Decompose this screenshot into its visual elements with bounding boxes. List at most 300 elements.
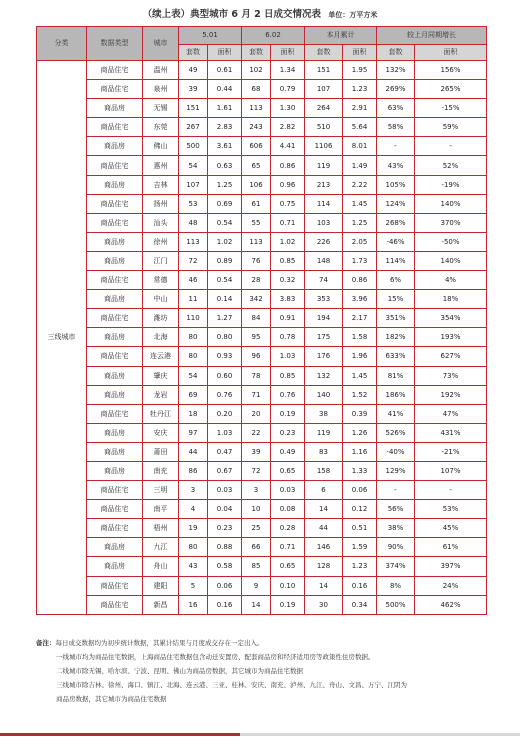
sets-501-cell: 54 <box>179 366 208 385</box>
header-cumulative: 本月累计 <box>305 27 377 45</box>
type-cell: 商品住宅 <box>87 404 143 423</box>
city-cell: 北海 <box>143 328 179 347</box>
sets-602-cell: 96 <box>242 347 271 366</box>
area-month-cell: 1.58 <box>343 328 377 347</box>
area-501-cell: 0.04 <box>208 500 242 519</box>
area-602-cell: 3.83 <box>271 290 305 309</box>
area-602-cell: 0.96 <box>271 175 305 194</box>
area-501-cell: 0.47 <box>208 442 242 461</box>
table-row <box>37 118 487 137</box>
table-body <box>37 61 487 615</box>
notes-line-3: 二线城市除无锡、哈尔滨、宁波、昆明、佛山为商品房数据，其它城市为商品住宅数据 <box>56 667 303 675</box>
area-month-cell: 1.59 <box>343 538 377 557</box>
area-month-cell: 2.22 <box>343 175 377 194</box>
area-month-cell: 1.96 <box>343 347 377 366</box>
growth-area-cell: 265% <box>415 80 487 99</box>
sets-602-cell: 10 <box>242 500 271 519</box>
area-501-cell: 0.93 <box>208 347 242 366</box>
unit-label: 单位：万平方米 <box>328 11 378 19</box>
city-cell: 九江 <box>143 538 179 557</box>
growth-sets-cell: 8% <box>377 576 415 595</box>
table-row <box>37 595 487 614</box>
sets-602-cell: 28 <box>242 271 271 290</box>
city-cell: 梧州 <box>143 519 179 538</box>
sets-602-cell: 65 <box>242 156 271 175</box>
growth-sets-cell: 6% <box>377 271 415 290</box>
sets-month-cell: 14 <box>305 576 343 595</box>
growth-area-cell: 140% <box>415 194 487 213</box>
type-cell: 商品房 <box>87 461 143 480</box>
table-row <box>37 404 487 423</box>
growth-area-cell: 354% <box>415 309 487 328</box>
sets-501-cell: 97 <box>179 423 208 442</box>
sets-month-cell: 213 <box>305 175 343 194</box>
table-row <box>37 500 487 519</box>
sets-month-cell: 194 <box>305 309 343 328</box>
area-602-cell: 0.71 <box>271 538 305 557</box>
sets-501-cell: 5 <box>179 576 208 595</box>
area-602-cell: 0.23 <box>271 423 305 442</box>
sets-501-cell: 80 <box>179 328 208 347</box>
subheader-sets: 套数 <box>305 45 343 61</box>
city-cell: 徐州 <box>143 232 179 251</box>
table-row <box>37 156 487 175</box>
growth-area-cell: 397% <box>415 557 487 576</box>
sets-501-cell: 3 <box>179 481 208 500</box>
area-month-cell: 1.45 <box>343 366 377 385</box>
sets-month-cell: 103 <box>305 213 343 232</box>
growth-area-cell: - <box>415 481 487 500</box>
area-501-cell: 0.80 <box>208 328 242 347</box>
city-cell: 常德 <box>143 271 179 290</box>
sets-501-cell: 113 <box>179 232 208 251</box>
sets-month-cell: 510 <box>305 118 343 137</box>
area-501-cell: 0.54 <box>208 271 242 290</box>
notes-line-5: 商品房数据，其它城市为商品住宅数据 <box>56 695 167 703</box>
area-501-cell: 1.03 <box>208 423 242 442</box>
sets-month-cell: 119 <box>305 423 343 442</box>
sets-602-cell: 84 <box>242 309 271 328</box>
city-cell: 南平 <box>143 500 179 519</box>
area-602-cell: 1.02 <box>271 232 305 251</box>
sets-501-cell: 151 <box>179 99 208 118</box>
area-month-cell: 3.96 <box>343 290 377 309</box>
sets-501-cell: 500 <box>179 137 208 156</box>
area-602-cell: 4.41 <box>271 137 305 156</box>
growth-sets-cell: 56% <box>377 500 415 519</box>
growth-sets-cell: 63% <box>377 99 415 118</box>
type-cell: 商品住宅 <box>87 156 143 175</box>
sets-month-cell: 83 <box>305 442 343 461</box>
area-602-cell: 0.78 <box>271 328 305 347</box>
type-cell: 商品住宅 <box>87 309 143 328</box>
sets-602-cell: 85 <box>242 557 271 576</box>
table-row <box>37 576 487 595</box>
area-501-cell: 0.03 <box>208 481 242 500</box>
growth-sets-cell: 124% <box>377 194 415 213</box>
area-501-cell: 1.27 <box>208 309 242 328</box>
area-month-cell: 0.16 <box>343 576 377 595</box>
footer-accent <box>0 733 240 736</box>
area-501-cell: 0.58 <box>208 557 242 576</box>
sets-501-cell: 107 <box>179 175 208 194</box>
sets-602-cell: 95 <box>242 328 271 347</box>
growth-area-cell: 370% <box>415 213 487 232</box>
sets-month-cell: 1106 <box>305 137 343 156</box>
city-cell: 吉林 <box>143 175 179 194</box>
sets-602-cell: 39 <box>242 442 271 461</box>
growth-sets-cell: 81% <box>377 366 415 385</box>
area-501-cell: 1.02 <box>208 232 242 251</box>
sets-501-cell: 49 <box>179 61 208 80</box>
growth-area-cell: 4% <box>415 271 487 290</box>
sets-month-cell: 353 <box>305 290 343 309</box>
growth-area-cell: 156% <box>415 61 487 80</box>
sets-602-cell: 243 <box>242 118 271 137</box>
subheader-area: 面积 <box>271 45 305 61</box>
sets-month-cell: 264 <box>305 99 343 118</box>
header-type: 数据类型 <box>87 27 143 61</box>
sets-month-cell: 146 <box>305 538 343 557</box>
city-cell: 莆田 <box>143 442 179 461</box>
type-cell: 商品住宅 <box>87 213 143 232</box>
growth-sets-cell: 351% <box>377 309 415 328</box>
sets-602-cell: 606 <box>242 137 271 156</box>
area-month-cell: 2.17 <box>343 309 377 328</box>
growth-area-cell: -21% <box>415 442 487 461</box>
growth-area-cell: -19% <box>415 175 487 194</box>
type-cell: 商品房 <box>87 175 143 194</box>
growth-sets-cell: 43% <box>377 156 415 175</box>
type-cell: 商品住宅 <box>87 118 143 137</box>
sets-501-cell: 19 <box>179 519 208 538</box>
area-month-cell: 1.23 <box>343 557 377 576</box>
sets-602-cell: 342 <box>242 290 271 309</box>
sets-month-cell: 148 <box>305 251 343 270</box>
growth-sets-cell: 132% <box>377 61 415 80</box>
area-501-cell: 0.88 <box>208 538 242 557</box>
sets-501-cell: 46 <box>179 271 208 290</box>
area-month-cell: 1.52 <box>343 385 377 404</box>
growth-area-cell: 45% <box>415 519 487 538</box>
area-602-cell: 0.71 <box>271 213 305 232</box>
city-cell: 肇庆 <box>143 366 179 385</box>
type-cell: 商品房 <box>87 328 143 347</box>
type-cell: 商品住宅 <box>87 194 143 213</box>
growth-area-cell: 431% <box>415 423 487 442</box>
growth-sets-cell: 374% <box>377 557 415 576</box>
type-cell: 商品住宅 <box>87 519 143 538</box>
sets-501-cell: 43 <box>179 557 208 576</box>
area-501-cell: 0.23 <box>208 519 242 538</box>
type-cell: 商品房 <box>87 251 143 270</box>
growth-area-cell: 462% <box>415 595 487 614</box>
sets-602-cell: 22 <box>242 423 271 442</box>
sets-month-cell: 119 <box>305 156 343 175</box>
area-501-cell: 0.61 <box>208 61 242 80</box>
notes-line-2: 一线城市均为商品住宅数据，上海商品住宅数据包含动迁安置房、配套商品房和经济适用房等政策性住房数据。 <box>56 653 375 661</box>
sets-month-cell: 44 <box>305 519 343 538</box>
type-cell: 商品房 <box>87 538 143 557</box>
sets-month-cell: 226 <box>305 232 343 251</box>
sets-602-cell: 102 <box>242 61 271 80</box>
growth-area-cell: 47% <box>415 404 487 423</box>
table-row <box>37 175 487 194</box>
area-602-cell: 1.34 <box>271 61 305 80</box>
sets-501-cell: 16 <box>179 595 208 614</box>
growth-sets-cell: 186% <box>377 385 415 404</box>
header-category: 分类 <box>37 27 87 61</box>
growth-area-cell: 73% <box>415 366 487 385</box>
area-501-cell: 0.69 <box>208 194 242 213</box>
sets-602-cell: 68 <box>242 80 271 99</box>
area-501-cell: 0.89 <box>208 251 242 270</box>
area-month-cell: 0.39 <box>343 404 377 423</box>
area-602-cell: 0.03 <box>271 481 305 500</box>
sets-month-cell: 14 <box>305 500 343 519</box>
footer-divider <box>0 733 520 736</box>
sets-602-cell: 9 <box>242 576 271 595</box>
sets-602-cell: 61 <box>242 194 271 213</box>
table-row <box>37 80 487 99</box>
type-cell: 商品住宅 <box>87 481 143 500</box>
sets-501-cell: 44 <box>179 442 208 461</box>
city-cell: 中山 <box>143 290 179 309</box>
table-row <box>37 366 487 385</box>
sets-602-cell: 113 <box>242 99 271 118</box>
growth-area-cell: -50% <box>415 232 487 251</box>
city-cell: 东莞 <box>143 118 179 137</box>
table-row <box>37 290 487 309</box>
area-501-cell: 0.67 <box>208 461 242 480</box>
sets-501-cell: 53 <box>179 194 208 213</box>
sets-month-cell: 128 <box>305 557 343 576</box>
area-602-cell: 0.19 <box>271 404 305 423</box>
title-text: （续上表）典型城市 6 月 2 日成交情况表 <box>142 9 322 20</box>
type-cell: 商品住宅 <box>87 500 143 519</box>
area-501-cell: 3.61 <box>208 137 242 156</box>
area-602-cell: 0.10 <box>271 576 305 595</box>
area-month-cell: 1.23 <box>343 80 377 99</box>
city-cell: 潍坊 <box>143 309 179 328</box>
type-cell: 商品住宅 <box>87 61 143 80</box>
area-602-cell: 0.08 <box>271 500 305 519</box>
growth-sets-cell: - <box>377 481 415 500</box>
growth-sets-cell: 268% <box>377 213 415 232</box>
growth-sets-cell: 38% <box>377 519 415 538</box>
sets-602-cell: 71 <box>242 385 271 404</box>
area-501-cell: 1.61 <box>208 99 242 118</box>
city-cell: 惠州 <box>143 156 179 175</box>
growth-area-cell: 140% <box>415 251 487 270</box>
sets-month-cell: 38 <box>305 404 343 423</box>
growth-sets-cell: -40% <box>377 442 415 461</box>
sets-501-cell: 11 <box>179 290 208 309</box>
area-month-cell: 1.25 <box>343 213 377 232</box>
area-501-cell: 0.06 <box>208 576 242 595</box>
city-cell: 龙岩 <box>143 385 179 404</box>
sets-501-cell: 48 <box>179 213 208 232</box>
notes-text-1: 每日成交数据均为初步统计数据，其累计结果与月度成交存在一定出入。 <box>55 639 264 647</box>
area-501-cell: 0.14 <box>208 290 242 309</box>
growth-area-cell: 627% <box>415 347 487 366</box>
growth-sets-cell: 500% <box>377 595 415 614</box>
area-501-cell: 0.54 <box>208 213 242 232</box>
sets-month-cell: 158 <box>305 461 343 480</box>
growth-area-cell: - <box>415 137 487 156</box>
area-602-cell: 0.32 <box>271 271 305 290</box>
header-row <box>37 27 487 45</box>
table-title <box>0 6 520 20</box>
area-month-cell: 0.06 <box>343 481 377 500</box>
type-cell: 商品房 <box>87 423 143 442</box>
area-month-cell: 1.16 <box>343 442 377 461</box>
area-602-cell: 0.28 <box>271 519 305 538</box>
sets-month-cell: 151 <box>305 61 343 80</box>
table-row <box>37 137 487 156</box>
sets-602-cell: 106 <box>242 175 271 194</box>
sets-month-cell: 74 <box>305 271 343 290</box>
growth-sets-cell: 105% <box>377 175 415 194</box>
sets-602-cell: 76 <box>242 251 271 270</box>
area-602-cell: 0.79 <box>271 80 305 99</box>
sets-month-cell: 30 <box>305 595 343 614</box>
area-602-cell: 0.86 <box>271 156 305 175</box>
type-cell: 商品住宅 <box>87 576 143 595</box>
type-cell: 商品房 <box>87 232 143 251</box>
type-cell: 商品住宅 <box>87 271 143 290</box>
type-cell: 商品房 <box>87 137 143 156</box>
growth-area-cell: 61% <box>415 538 487 557</box>
area-602-cell: 0.65 <box>271 461 305 480</box>
area-501-cell: 1.25 <box>208 175 242 194</box>
type-cell: 商品房 <box>87 99 143 118</box>
sets-602-cell: 25 <box>242 519 271 538</box>
city-cell: 新昌 <box>143 595 179 614</box>
sets-month-cell: 114 <box>305 194 343 213</box>
transaction-table <box>36 26 487 615</box>
sets-month-cell: 140 <box>305 385 343 404</box>
growth-area-cell: 59% <box>415 118 487 137</box>
sets-501-cell: 54 <box>179 156 208 175</box>
growth-area-cell: 24% <box>415 576 487 595</box>
area-month-cell: 1.73 <box>343 251 377 270</box>
table-row <box>37 557 487 576</box>
growth-sets-cell: - <box>377 137 415 156</box>
city-cell: 舟山 <box>143 557 179 576</box>
header-city: 城市 <box>143 27 179 61</box>
area-month-cell: 1.45 <box>343 194 377 213</box>
sets-501-cell: 69 <box>179 385 208 404</box>
area-501-cell: 0.63 <box>208 156 242 175</box>
city-cell: 江门 <box>143 251 179 270</box>
growth-sets-cell: 114% <box>377 251 415 270</box>
sets-501-cell: 4 <box>179 500 208 519</box>
growth-area-cell: 192% <box>415 385 487 404</box>
area-602-cell: 1.30 <box>271 99 305 118</box>
city-cell: 三明 <box>143 481 179 500</box>
sets-501-cell: 18 <box>179 404 208 423</box>
growth-sets-cell: 633% <box>377 347 415 366</box>
city-cell: 建阳 <box>143 576 179 595</box>
table-row <box>37 481 487 500</box>
area-602-cell: 0.76 <box>271 385 305 404</box>
sets-602-cell: 78 <box>242 366 271 385</box>
area-602-cell: 0.85 <box>271 366 305 385</box>
area-602-cell: 0.75 <box>271 194 305 213</box>
sets-501-cell: 80 <box>179 538 208 557</box>
sets-602-cell: 66 <box>242 538 271 557</box>
notes <box>36 636 496 706</box>
area-501-cell: 0.16 <box>208 595 242 614</box>
table-row <box>37 519 487 538</box>
growth-area-cell: 18% <box>415 290 487 309</box>
city-cell: 汕头 <box>143 213 179 232</box>
sets-501-cell: 39 <box>179 80 208 99</box>
table-row <box>37 538 487 557</box>
category-cell: 三线城市 <box>37 61 87 615</box>
table-row <box>37 271 487 290</box>
sets-501-cell: 110 <box>179 309 208 328</box>
area-501-cell: 0.20 <box>208 404 242 423</box>
area-month-cell: 1.95 <box>343 61 377 80</box>
sets-501-cell: 267 <box>179 118 208 137</box>
type-cell: 商品房 <box>87 366 143 385</box>
type-cell: 商品住宅 <box>87 595 143 614</box>
area-602-cell: 0.49 <box>271 442 305 461</box>
area-month-cell: 2.91 <box>343 99 377 118</box>
growth-sets-cell: 182% <box>377 328 415 347</box>
header-growth: 较上月同期增长 <box>377 27 487 45</box>
sets-602-cell: 72 <box>242 461 271 480</box>
header-date2: 6.02 <box>242 27 305 45</box>
area-602-cell: 0.19 <box>271 595 305 614</box>
city-cell: 连云港 <box>143 347 179 366</box>
sets-501-cell: 72 <box>179 251 208 270</box>
type-cell: 商品房 <box>87 557 143 576</box>
subheader-sets: 套数 <box>377 45 415 61</box>
subheader-sets: 套数 <box>242 45 271 61</box>
table-row <box>37 251 487 270</box>
type-cell: 商品住宅 <box>87 347 143 366</box>
growth-area-cell: 52% <box>415 156 487 175</box>
area-501-cell: 2.83 <box>208 118 242 137</box>
growth-sets-cell: 58% <box>377 118 415 137</box>
growth-area-cell: 107% <box>415 461 487 480</box>
subheader-sets: 套数 <box>179 45 208 61</box>
growth-sets-cell: 15% <box>377 290 415 309</box>
area-501-cell: 0.76 <box>208 385 242 404</box>
city-cell: 南充 <box>143 461 179 480</box>
table-row <box>37 61 487 80</box>
sets-602-cell: 14 <box>242 595 271 614</box>
table-row <box>37 194 487 213</box>
growth-sets-cell: 90% <box>377 538 415 557</box>
area-602-cell: 0.91 <box>271 309 305 328</box>
type-cell: 商品房 <box>87 290 143 309</box>
notes-line-4: 三线城市除吉林、徐州、海口、镇江、北海、连云港、三亚、桂林、安庆、南充、泸州、九江、舟山、文昌、万宁、江阴为 <box>56 681 407 689</box>
table-row <box>37 347 487 366</box>
city-cell: 佛山 <box>143 137 179 156</box>
growth-sets-cell: 129% <box>377 461 415 480</box>
area-602-cell: 0.85 <box>271 251 305 270</box>
area-month-cell: 0.51 <box>343 519 377 538</box>
table-row <box>37 423 487 442</box>
area-602-cell: 0.65 <box>271 557 305 576</box>
type-cell: 商品住宅 <box>87 80 143 99</box>
area-month-cell: 8.01 <box>343 137 377 156</box>
area-501-cell: 0.60 <box>208 366 242 385</box>
